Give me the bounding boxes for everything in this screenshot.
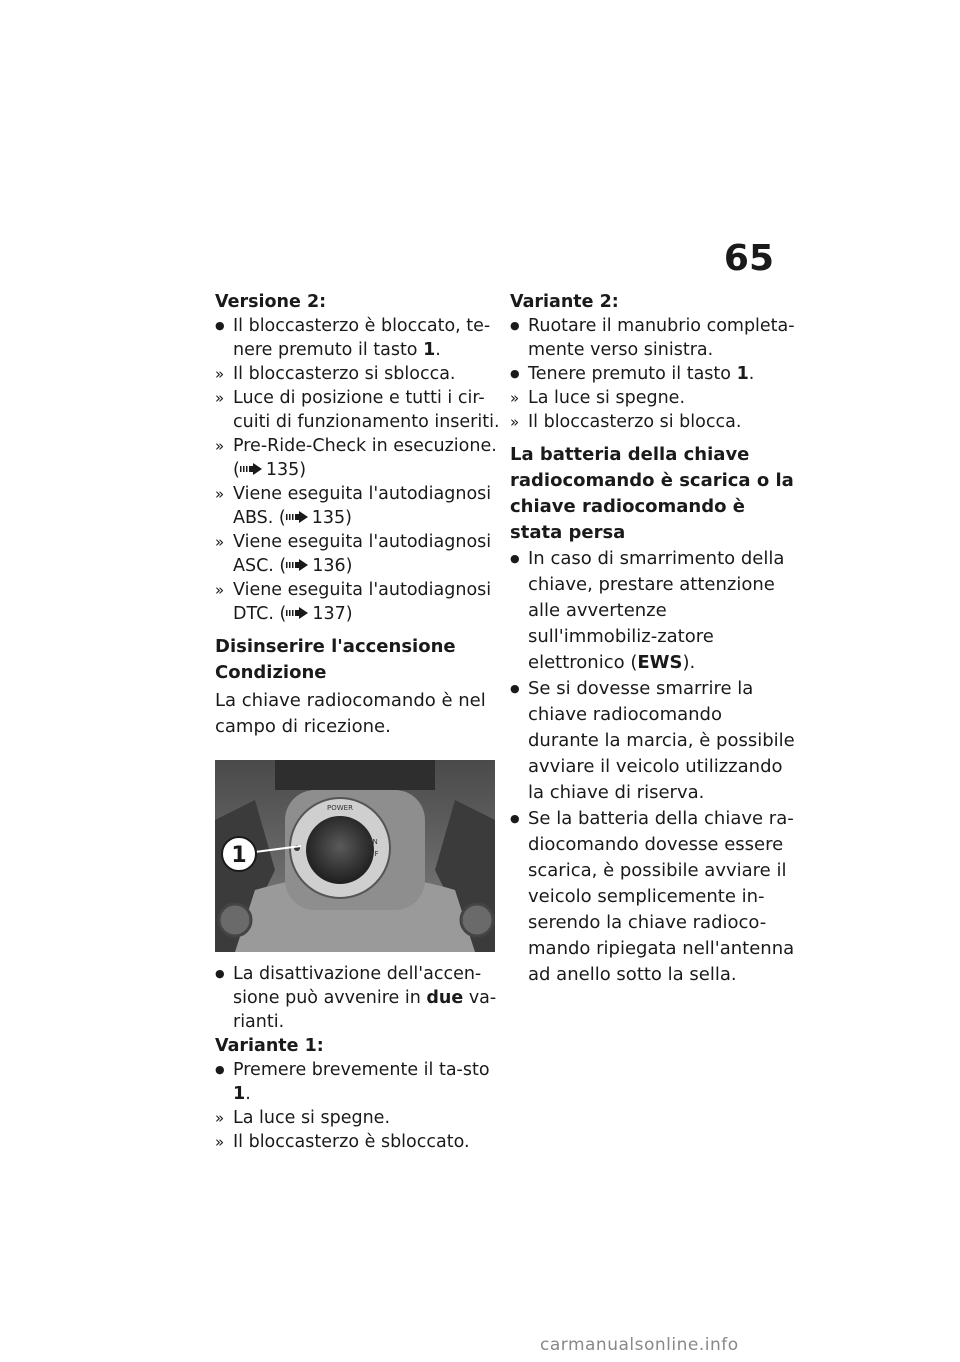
list-item: » Viene eseguita l'autodiagnosi ABS. ( 135) [215,482,500,530]
list-item: ● Se si dovesse smarrire la chiave radiocomando durante la marcia, è possibile avviare il veicolo utilizzando la chiave di riserva. [510,676,795,806]
bullet-icon [215,1058,231,1084]
bullet-icon [510,362,526,388]
bullet-icon [510,314,526,340]
list-item: ● Tenere premuto il tasto 1. [510,362,795,386]
bullet-icon [215,314,231,340]
callout-number: 1 [231,843,247,868]
page-ref-arrow-icon [286,559,308,571]
result-arrow-icon [510,386,526,410]
photo-power-label: POWER [327,804,353,812]
heading-variante-2: Variante 2: [510,292,619,312]
heading-disinserire: Disinserire l'accensione [215,636,456,657]
list-item: » Il bloccasterzo si sblocca. [215,362,500,386]
page-ref-arrow-icon [286,511,308,523]
variante-2-list [510,314,795,434]
page-reference-link[interactable]: 135) [286,506,352,530]
bullet-icon [510,806,526,834]
right-column [510,290,795,988]
heading-batteria: La batteria della chiave radiocomando è scarica o la chiave radiocomando è stata persa [510,444,794,543]
left-column [215,290,500,1154]
list-item: » Luce di posizione e tutti i cir-cuiti di funzionamento inseriti. [215,386,500,434]
photo-on-label: ON [367,838,378,846]
page-reference-link[interactable]: 136) [286,554,352,578]
watermark-link[interactable]: carmanualsonline.info [540,1335,739,1355]
list-item: ● Premere brevemente il ta-sto 1. [215,1058,500,1106]
list-item: ● Il bloccasterzo è bloccato, te-nere premuto il tasto 1. [215,314,500,362]
variante-1-list [215,1058,500,1154]
list-item: » Il bloccasterzo è sbloccato. [215,1130,500,1154]
disattivazione-list [215,962,500,1034]
result-arrow-icon [215,434,231,458]
heading-condizione: Condizione [215,662,327,683]
list-item: » Viene eseguita l'autodiagnosi DTC. ( 137) [215,578,500,626]
result-arrow-icon [510,410,526,434]
photo-off-label: OFF [365,850,379,858]
result-arrow-icon [215,1130,231,1154]
list-item: ● In caso di smarrimento della chiave, prestare attenzione alle avvertenze sull'immobiliz-zatore elettronico (EWS). [510,546,795,676]
result-arrow-icon [215,482,231,506]
batteria-list [510,546,795,988]
result-arrow-icon [215,362,231,386]
result-arrow-icon [215,1106,231,1130]
page-ref-arrow-icon [240,463,262,475]
list-item: » Viene eseguita l'autodiagnosi ASC. ( 136) [215,530,500,578]
heading-variante-1: Variante 1: [215,1036,324,1056]
heading-versione-2: Versione 2: [215,292,327,312]
list-item: » La luce si spegne. [215,1106,500,1130]
list-item: » Il bloccasterzo si blocca. [510,410,795,434]
result-arrow-icon [215,386,231,410]
condizione-text: La chiave radiocomando è nel campo di ricezione. [215,690,486,737]
list-item: » Pre-Ride-Check in esecuzione. ( 135) [215,434,500,482]
result-arrow-icon [215,578,231,602]
page-number: 65 [723,238,774,279]
list-item: » La luce si spegne. [510,386,795,410]
page-ref-arrow-icon [286,607,308,619]
list-item: ● La disattivazione dell'accen-sione può avvenire in due va-rianti. [215,962,500,1034]
ignition-switch-photo [215,760,495,952]
page-reference-link[interactable]: 137) [286,602,352,626]
page-reference-link[interactable]: ( 135) [233,460,307,480]
list-item: ● Ruotare il manubrio completa-mente verso sinistra. [510,314,795,362]
versione-2-list [215,314,500,626]
bullet-icon [215,962,231,988]
result-arrow-icon [215,530,231,554]
bullet-icon [510,546,526,574]
bullet-icon [510,676,526,704]
list-item: ● Se la batteria della chiave ra-diocomando dovesse essere scarica, è possibile avviare il veicolo semplicemente in-serendo la chiave radioco-mando ripiegata nell'antenna ad anello sotto la sella. [510,806,795,988]
